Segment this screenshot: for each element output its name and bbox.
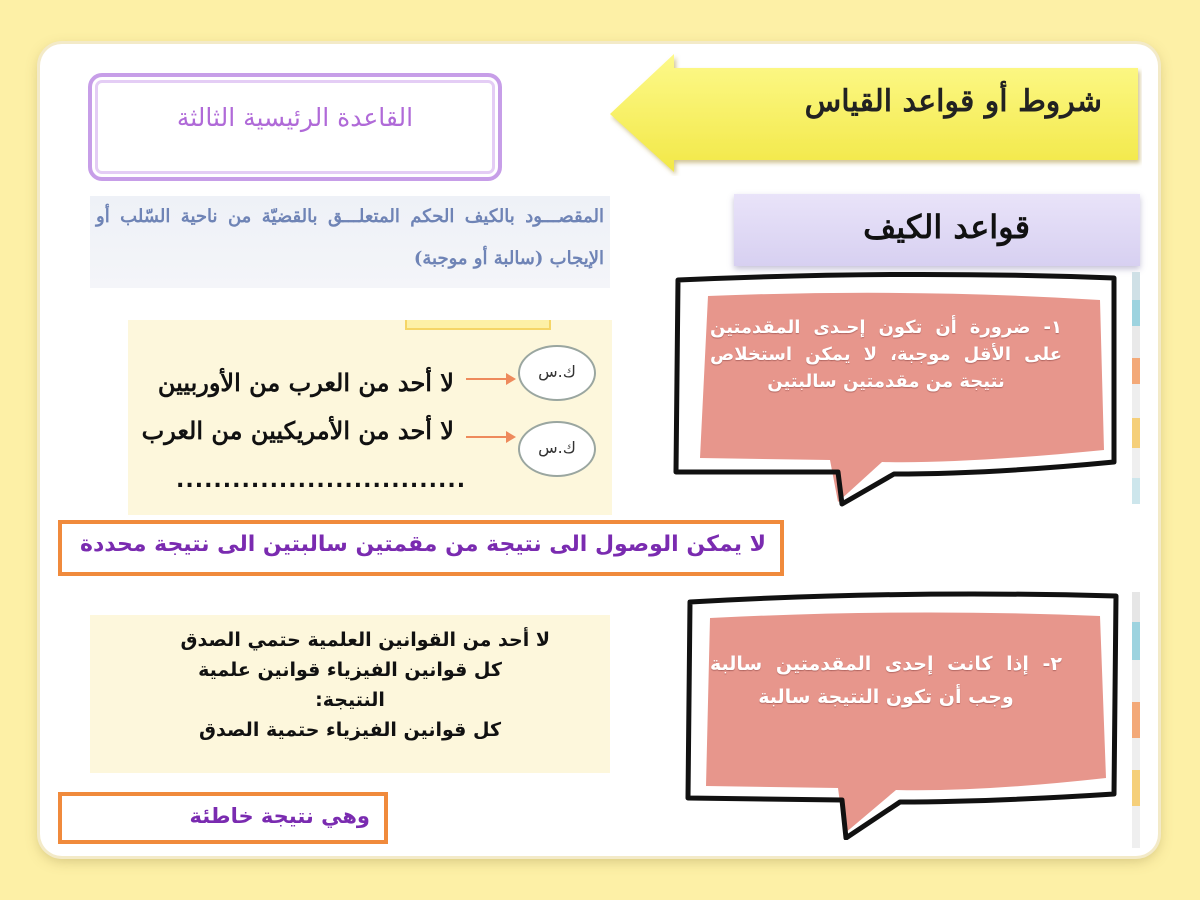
example2-line-4: كل قوانين الفيزياء حتمية الصدق [199, 719, 501, 741]
rule-box [88, 73, 502, 181]
bubble2-text: ٢- إذا كانت إحدى المقدمتين سالبة وجب أن تكون النتيجة سالبة [710, 653, 1062, 708]
speech-bubble-2 [660, 588, 1122, 840]
example-panel-2 [90, 615, 610, 773]
decorative-strip-1 [1132, 272, 1140, 504]
badge-oval-1: ك.س [518, 345, 596, 401]
bubble1-text: ١- ضرورة أن تكون إحـدى المقدمتين على الأقل موجبة، لا يمكن استخلاص نتيجة من مقدمتين سالبتين [710, 317, 1062, 392]
speech-bubble-1 [660, 268, 1122, 508]
rule-title: القاعدة الرئيسية الثالثة [176, 103, 414, 132]
arrow-icon [466, 436, 514, 438]
arrow-icon [466, 378, 514, 380]
speech-bubble-shape [660, 588, 1122, 840]
example1-line-2: لا أحد من الأمريكيين من العرب [141, 416, 454, 445]
badge-oval-2: ك.س [518, 421, 596, 477]
example1-line-1: لا أحد من العرب من الأوربيين [157, 368, 454, 397]
example-panel-1 [128, 320, 612, 515]
section-header [734, 194, 1140, 266]
conclusion-box-2: وهي نتيجة خاطئة [58, 792, 388, 844]
example2-line-2: كل قوانين الفيزياء قوانين علمية [198, 659, 502, 681]
page-title: شروط أو قواعد القياس [804, 84, 1102, 119]
yellow-tab [405, 320, 551, 330]
example2-line-3: النتيجة: [315, 689, 385, 711]
conclusion-box-1: لا يمكن الوصول الى نتيجة من مقمتين سالبتين الى نتيجة محددة [58, 520, 784, 576]
section-title: قواعد الكيف [863, 208, 1030, 246]
title-arrow [610, 52, 1142, 176]
blank-dots: ............................... [176, 468, 467, 493]
decorative-strip-2 [1132, 592, 1140, 848]
definition-text: المقصـــود بالكيف الحكم المتعلـــق بالقضيّة من ناحية السّلب أو الإيجاب (سالبة أو موجبة) [90, 196, 610, 288]
example2-line-1: لا أحد من القوانين العلمية حتمي الصدق [180, 629, 550, 651]
